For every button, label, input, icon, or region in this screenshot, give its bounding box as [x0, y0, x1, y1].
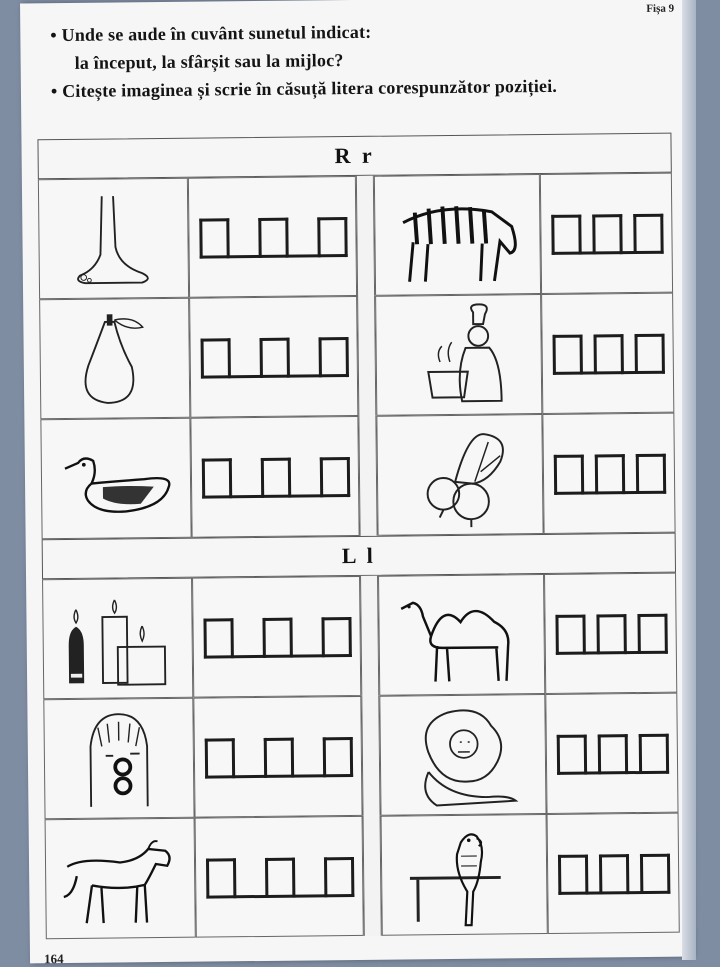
answer-cell: [189, 296, 358, 418]
answer-boxes: [203, 615, 351, 659]
picture-cell: [40, 418, 191, 540]
answer-box-end[interactable]: [636, 454, 666, 494]
answer-cell: [547, 813, 680, 934]
answer-boxes: [201, 335, 349, 379]
answer-cell: [545, 693, 678, 814]
instruction-line-3: • Citește imaginea și scrie în căsuță litera corespunzător poziției.: [50, 75, 558, 102]
answer-box-end[interactable]: [640, 854, 670, 894]
sheet-label: Fișa 9: [646, 2, 675, 15]
answer-box-beginning[interactable]: [558, 855, 588, 895]
answer-boxes: [199, 215, 347, 259]
answer-box-beginning[interactable]: [557, 735, 587, 775]
picture-cell: [374, 174, 541, 296]
answer-boxes: [206, 855, 354, 899]
zebra-icon: [383, 181, 532, 291]
answer-box-end[interactable]: [639, 734, 669, 774]
answer-box-beginning[interactable]: [206, 858, 236, 898]
answer-box-end[interactable]: [635, 334, 665, 374]
column-divider: [357, 296, 376, 416]
answer-box-middle[interactable]: [592, 214, 622, 254]
answer-box-middle[interactable]: [258, 218, 288, 258]
answer-box-middle[interactable]: [595, 454, 625, 494]
cook-icon: [384, 301, 533, 411]
answer-cell: [544, 573, 677, 694]
answer-boxes: [202, 455, 350, 499]
picture-cell: [378, 574, 545, 696]
table-row: [45, 813, 680, 940]
column-divider: [360, 576, 379, 696]
picture-cell: [45, 818, 196, 940]
table-row: [42, 573, 677, 700]
answer-box-end[interactable]: [323, 737, 353, 777]
answer-cell: [541, 293, 674, 414]
duck-icon: [49, 425, 182, 534]
answer-box-middle[interactable]: [264, 738, 294, 778]
answer-cell: [192, 576, 361, 698]
answer-box-beginning[interactable]: [551, 215, 581, 255]
answer-cell: [542, 413, 675, 534]
horse-icon: [54, 825, 187, 934]
section-header-l: L l: [42, 533, 676, 580]
answer-box-end[interactable]: [324, 857, 354, 897]
lion-icon: [388, 701, 537, 811]
answer-cell: [540, 173, 673, 294]
answer-box-beginning[interactable]: [201, 338, 231, 378]
answer-boxes: [205, 735, 353, 779]
picture-cell: [376, 414, 543, 536]
column-divider: [361, 696, 380, 816]
picture-cell: [42, 578, 193, 700]
picture-cell: [43, 698, 194, 820]
picture-cell: [38, 178, 189, 300]
worksheet-page: [20, 0, 692, 967]
picture-cell: [379, 694, 546, 816]
column-divider: [363, 816, 382, 936]
section-header-r: R r: [37, 133, 671, 180]
picture-cell: [381, 814, 548, 936]
answer-boxes: [557, 732, 669, 775]
table-row: [38, 173, 673, 300]
answer-box-beginning[interactable]: [555, 615, 585, 655]
answer-box-middle[interactable]: [594, 334, 624, 374]
table-row: [39, 293, 674, 420]
camel-icon: [387, 581, 536, 691]
answer-box-beginning[interactable]: [202, 458, 232, 498]
candles-icon: [51, 585, 184, 694]
answer-box-beginning[interactable]: [203, 618, 233, 658]
instruction-line-2: la început, la sfârșit sau la mijloc?: [74, 50, 344, 73]
answer-box-middle[interactable]: [261, 458, 291, 498]
picture-cell: [39, 298, 190, 420]
answer-box-middle[interactable]: [260, 338, 290, 378]
answer-cell: [188, 176, 357, 298]
answer-boxes: [554, 452, 666, 495]
picture-cell: [375, 294, 542, 416]
page-edge: [682, 0, 696, 960]
column-divider: [358, 416, 377, 536]
table-row: [43, 693, 678, 820]
pear-icon: [48, 305, 181, 414]
answer-box-end[interactable]: [321, 617, 351, 657]
answer-box-end[interactable]: [320, 457, 350, 497]
answer-box-end[interactable]: [317, 217, 347, 257]
answer-box-beginning[interactable]: [205, 738, 235, 778]
answer-box-end[interactable]: [637, 614, 667, 654]
answer-box-middle[interactable]: [598, 734, 628, 774]
answer-box-beginning[interactable]: [199, 218, 229, 258]
parrot-icon: [390, 821, 539, 931]
answer-box-beginning[interactable]: [554, 455, 584, 495]
answer-box-middle[interactable]: [599, 854, 629, 894]
answer-box-end[interactable]: [633, 214, 663, 254]
instruction-line-1: • Unde se aude în cuvânt sunetul indicat:: [50, 21, 372, 46]
answer-cell: [195, 816, 364, 938]
answer-box-middle[interactable]: [596, 614, 626, 654]
answer-box-end[interactable]: [319, 337, 349, 377]
page-number: 164: [43, 951, 64, 967]
answer-boxes: [558, 852, 670, 895]
answer-boxes: [551, 212, 663, 255]
exercise-grid: [37, 133, 679, 940]
column-divider: [356, 176, 375, 296]
answer-box-middle[interactable]: [262, 618, 292, 658]
foot-icon: [47, 185, 180, 294]
answer-box-beginning[interactable]: [553, 335, 583, 375]
answer-cell: [190, 416, 359, 538]
answer-box-middle[interactable]: [265, 858, 295, 898]
answer-boxes: [552, 332, 664, 375]
girl-with-glasses-icon: [52, 705, 185, 814]
beetroot-icon: [385, 421, 534, 531]
answer-cell: [193, 696, 362, 818]
table-row: [40, 413, 675, 540]
answer-boxes: [555, 612, 667, 655]
